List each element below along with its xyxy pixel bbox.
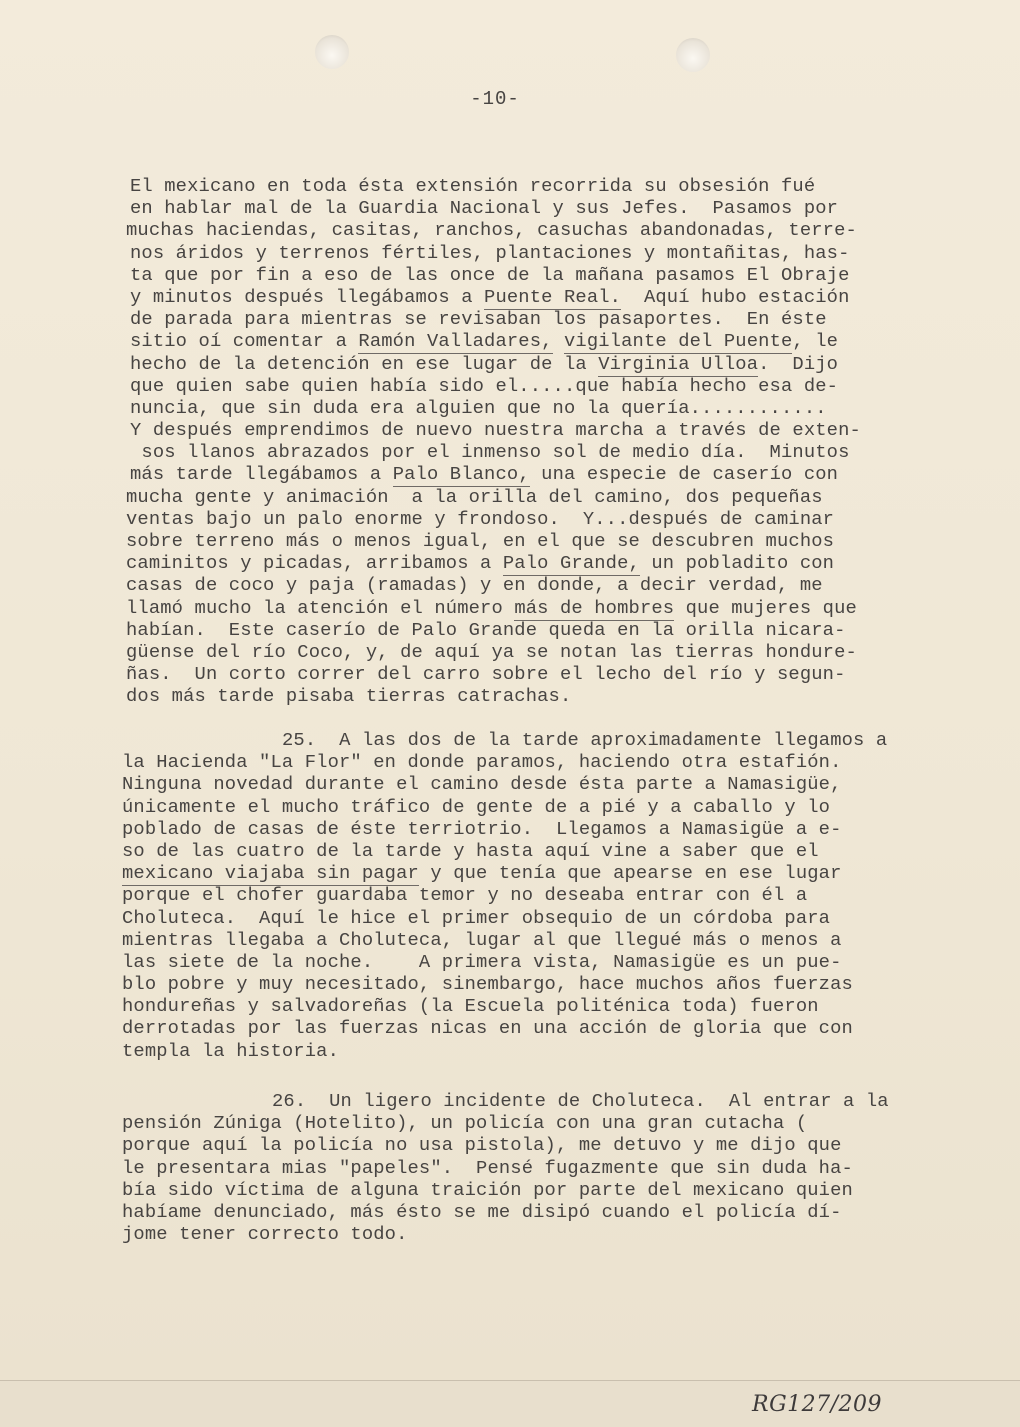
paragraph-1	[122, 175, 972, 708]
text-line: jome tener correcto todo.	[122, 1223, 408, 1246]
underlined-phrase: vigilante del Puente	[564, 330, 793, 353]
text-line: porque aquí la policía no usa pistola), me detuvo y me dijo que	[122, 1134, 842, 1157]
text-line: habían. Este caserío de Palo Grande queda en la orilla nicara-	[126, 618, 846, 641]
page-number: -10-	[470, 88, 520, 110]
text-line: mientras llegaba a Choluteca, lugar al que llegué más o menos a	[122, 928, 842, 951]
underlined-phrase: mexicano viajaba sin pagar	[122, 862, 419, 885]
paragraph-2	[122, 729, 972, 1062]
text-line: El mexicano en toda ésta extensión recorrida su obsesión fué	[130, 175, 816, 197]
underlined-phrase: más de hombres	[514, 596, 675, 619]
text-line: derrotadas por las fuerzas nicas en una acción de gloria que con	[122, 1017, 853, 1040]
text-line: 25. A las dos de la tarde aproximadamente llegamos a	[282, 729, 888, 751]
text-line: Ninguna novedad durante el camino desde ésta parte a Namasigüe,	[122, 773, 842, 796]
text-line: Choluteca. Aquí le hice el primer obsequio de un córdoba para	[122, 906, 831, 929]
text-line: nos áridos y terrenos fértiles, plantaciones y montañitas, has-	[130, 241, 850, 264]
text-line: caminitos y picadas, arribamos a Palo Grande, un pobladito con	[126, 552, 835, 575]
text-line: hondureñas y salvadoreñas (la Escuela politénica toda) fueron	[122, 995, 819, 1018]
text-line: templa la historia.	[122, 1039, 339, 1062]
text-line: y minutos después llegábamos a Puente Real. Aquí hubo estación	[130, 285, 850, 308]
text-line: güense del río Coco, y, de aquí ya se notan las tierras hondure-	[126, 640, 857, 663]
text-line: mucha gente y animación a la orilla del camino, dos pequeñas	[126, 485, 823, 508]
text-line: dos más tarde pisaba tierras catrachas.	[126, 685, 572, 708]
text-line: la Hacienda "La Flor" en donde paramos, haciendo otra estafión.	[122, 751, 842, 774]
text-line: hecho de la detención en ese lugar de la Virginia Ulloa. Dijo	[130, 352, 839, 375]
text-line: llamó mucho la atención el número más de hombres que mujeres que	[126, 596, 857, 619]
underlined-phrase: Puente Real.	[484, 285, 622, 308]
punch-hole-left	[315, 35, 349, 69]
text-line: que quien sabe quien había sido el.....que había hecho esa de-	[130, 374, 839, 397]
text-line: nuncia, que sin duda era alguien que no la quería............	[130, 396, 827, 419]
underlined-phrase: Virginia Ulloa	[598, 352, 759, 375]
text-line: blo pobre y muy necesitado, sinembargo, hace muchos años fuerzas	[122, 973, 853, 996]
underlined-phrase: Palo Grande,	[502, 552, 640, 575]
text-line: sitio oí comentar a Ramón Valladares, vigilante del Puente, le	[130, 330, 839, 353]
text-line: sos llanos abrazados por el inmenso sol de medio día. Minutos	[130, 441, 850, 464]
text-line: 26. Un ligero incidente de Choluteca. Al entrar a la	[272, 1090, 889, 1112]
text-line: bía sido víctima de alguna traición por parte del mexicano quien	[122, 1178, 853, 1201]
text-line: casas de coco y paja (ramadas) y en donde, a decir verdad, me	[126, 574, 823, 597]
text-line: las siete de la noche. A primera vista, Namasigüe es un pue-	[122, 950, 842, 973]
text-line: muchas haciendas, casitas, ranchos, casuchas abandonadas, terre-	[126, 219, 857, 242]
text-line: Y después emprendimos de nuevo nuestra marcha a través de exten-	[130, 419, 861, 442]
punch-hole-right	[676, 38, 710, 72]
text-line: ñas. Un corto correr del carro sobre el lecho del río y segun-	[126, 663, 846, 686]
text-line: ta que por fin a eso de las once de la mañana pasamos El Obraje	[130, 263, 850, 286]
text-line: sobre terreno más o menos igual, en el que se descubren muchos	[126, 530, 835, 552]
text-line: mexicano viajaba sin pagar y que tenía que apearse en ese lugar	[122, 862, 842, 885]
handwritten-reference: RG127/209	[752, 1392, 883, 1417]
text-line: únicamente el mucho tráfico de gente de a pié y a caballo y lo	[122, 795, 831, 818]
underlined-phrase: Palo Blanco,	[392, 463, 530, 486]
text-line: en hablar mal de la Guardia Nacional y sus Jefes. Pasamos por	[130, 197, 839, 220]
text-line: ventas bajo un palo enorme y frondoso. Y...después de caminar	[126, 507, 835, 530]
text-line: de parada para mientras se revisaban los pasaportes. En éste	[130, 308, 827, 331]
paragraph-3	[122, 1090, 972, 1245]
text-line: pensión Zúniga (Hotelito), un policía con una gran cutacha (	[122, 1112, 808, 1135]
underlined-phrase: Ramón Valladares,	[358, 330, 553, 353]
text-line: más tarde llegábamos a Palo Blanco, una especie de caserío con	[130, 463, 839, 486]
text-line: le presentara mias "papeles". Pensé fugazmente que sin duda ha-	[122, 1156, 853, 1179]
text-line: habíame denunciado, más ésto se me disipó cuando el policía dí-	[122, 1200, 842, 1223]
text-line: poblado de casas de éste terriotrio. Llegamos a Namasigüe a e-	[122, 817, 842, 840]
text-line: so de las cuatro de la tarde y hasta aquí vine a saber que el	[122, 839, 819, 862]
text-line: porque el chofer guardaba temor y no deseaba entrar con él a	[122, 884, 808, 907]
